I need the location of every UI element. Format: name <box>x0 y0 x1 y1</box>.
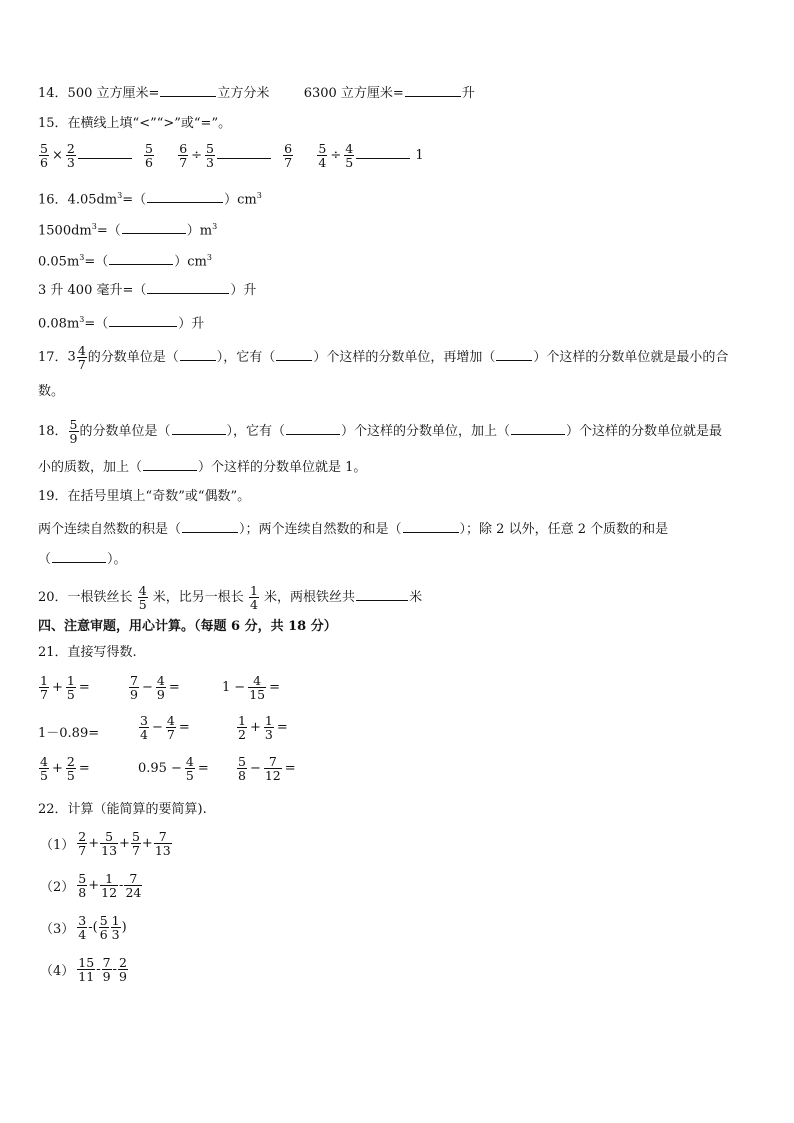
answer-blank[interactable] <box>356 586 408 601</box>
answer-blank[interactable] <box>122 219 186 234</box>
answer-blank[interactable] <box>143 456 197 471</box>
question-18: 18． $\frac{5}{9}$ 的分数单位是（ ），它有（ ）个这样的分数单位，加上（ ）个这样的分数单位就是最 <box>38 417 723 446</box>
compare-blank[interactable] <box>217 144 271 159</box>
answer-blank[interactable] <box>286 420 340 435</box>
answer-blank[interactable] <box>52 548 106 563</box>
question-number: 14． <box>38 86 68 101</box>
question-16-line-1: 16．$4.05dm^3=$（ ）$cm^3$ <box>38 186 262 210</box>
answer-blank[interactable] <box>109 250 173 265</box>
section-4-title: 四、注意审题，用心计算。（每题 6 分，共 18 分） <box>38 619 337 634</box>
answer-blank[interactable] <box>147 188 223 203</box>
calc-item: $\frac{1}{7}$ + $\frac{1}{5}$ = <box>40 673 90 702</box>
calc-item: $\frac{4}{5}$ + $\frac{2}{5}$ = <box>40 754 90 783</box>
answer-blank[interactable] <box>109 312 177 327</box>
answer-blank[interactable] <box>276 346 312 361</box>
question-17-cont: 数。 <box>38 384 65 399</box>
question-14: 14．500 立方厘米= 立方分米 6300 立方厘米= 升 <box>38 82 475 104</box>
calc-problem-2: （2） $\frac{5}{8}$ + $\frac{1}{12}$ - $\frac{7}{24}$ <box>40 871 142 900</box>
calc-problem-1: （1） $\frac{2}{7}$ + $\frac{5}{13}$ + $\frac{5}{7}$ + $\frac{7}{13}$ <box>40 829 171 858</box>
question-19-cont: （ ）。 <box>38 548 127 570</box>
compare-blank[interactable] <box>78 144 132 159</box>
answer-blank[interactable] <box>511 420 565 435</box>
question-19: 两个连续自然数的积是（ ）；两个连续自然数的和是（ ）；除 2 以外，任意 2 个质数的和是 <box>38 518 668 540</box>
calc-problem-4: （4） $\frac{15}{11}$ - $\frac{7}{9}$ - $\frac{2}{9}$ <box>40 955 127 984</box>
answer-blank[interactable] <box>496 346 532 361</box>
answer-blank[interactable] <box>172 420 226 435</box>
question-15-title: 15．在横线上填“<”“>”或“=”。 <box>38 116 232 131</box>
calc-item: $\frac{3}{4}$ − $\frac{4}{7}$ = <box>140 713 190 742</box>
question-15-row: $\frac{5}{6}$ × $\frac{2}{3}$ $\frac{5}{6}$ $\frac{6}{7}$ ÷ $\frac{5}{3}$ $\frac{6}{7}$ $\frac{5}{4}$ ÷ $\frac{4}{5}$ 1 <box>40 141 424 170</box>
question-21-title: 21．直接写得数. <box>38 645 137 660</box>
calc-problem-3: （3） $\frac{3}{4}$ -( $\frac{5}{6}$ $\frac{1}{3}$ ) <box>40 913 127 942</box>
calc-item: 0.95 − $\frac{4}{5}$ = <box>138 754 209 783</box>
calc-item: $\frac{5}{8}$ − $\frac{7}{12}$ = <box>238 754 296 783</box>
question-16-line-2: $1500dm^3=$（ ）$m^3$ <box>38 217 217 241</box>
compare-blank[interactable] <box>356 144 410 159</box>
question-20: 20．一根铁丝长 $\frac{4}{5}$ 米，比另一根长 $\frac{1}{4}$ 米，两根铁丝共 米 <box>38 583 423 612</box>
question-16-line-3: $0.05m^3=$（ ）$cm^3$ <box>38 248 212 272</box>
answer-blank[interactable] <box>182 518 238 533</box>
question-22-title: 22．计算（能简算的要简算). <box>38 802 207 817</box>
answer-blank[interactable] <box>147 279 229 294</box>
answer-blank[interactable] <box>180 346 216 361</box>
question-16-line-5: $0.08m^3=$（ ）升 <box>38 310 204 334</box>
calc-item: 1－0.89= <box>38 726 100 741</box>
calc-item: $\frac{1}{2}$ + $\frac{1}{3}$ = <box>238 713 288 742</box>
question-19-title: 19．在括号里填上“奇数”或“偶数”。 <box>38 489 251 504</box>
calc-item: 1 − $\frac{4}{15}$ = <box>222 673 280 702</box>
question-18-cont: 小的质数，加上（ ）个这样的分数单位就是 1。 <box>38 456 366 478</box>
answer-blank[interactable] <box>403 518 459 533</box>
answer-blank[interactable] <box>160 82 216 97</box>
question-17: 17．3 $\frac{4}{7}$ 的分数单位是（ ），它有（ ）个这样的分数单位，再增加（ ）个这样的分数单位就是最小的合 <box>38 343 729 372</box>
calc-item: $\frac{7}{9}$ − $\frac{4}{9}$ = <box>130 673 180 702</box>
question-16-line-4: 3 升 400 毫升=（ ）升 <box>38 279 256 301</box>
answer-blank[interactable] <box>405 82 461 97</box>
